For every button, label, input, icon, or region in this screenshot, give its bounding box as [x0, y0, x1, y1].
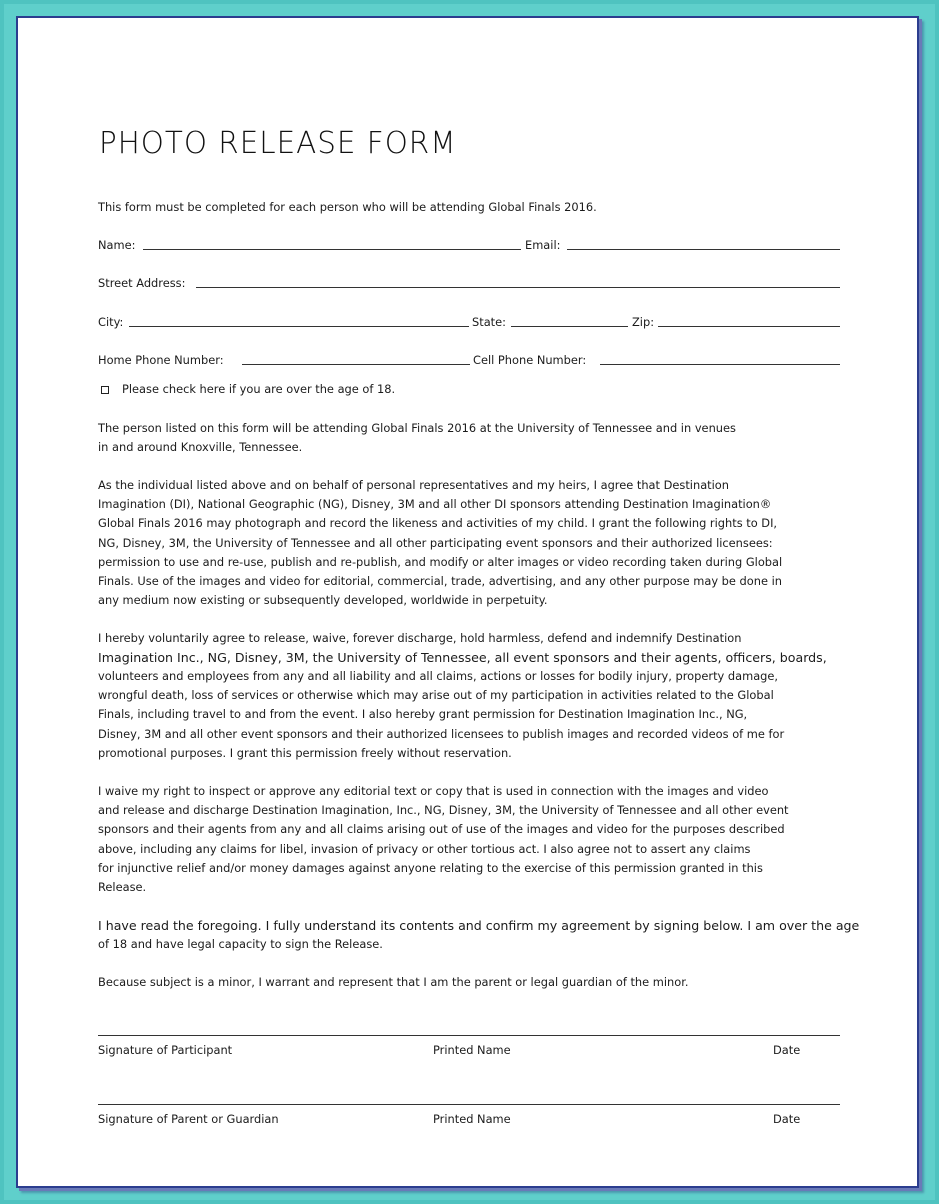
form-content	[18, 18, 917, 1186]
cell-phone-field-line[interactable]	[600, 364, 840, 365]
paragraph-agreement-line1: I have read the foregoing. I fully understand its contents and confirm my agreement by signing below. I am over the age	[98, 918, 860, 933]
email-label: Email:	[525, 238, 561, 252]
state-label: State:	[472, 315, 506, 329]
city-field-line[interactable]	[129, 326, 469, 327]
cell-phone-label: Cell Phone Number:	[473, 353, 587, 367]
paragraph-release-rest: volunteers and employees from any and all liability and all claims, actions or losses for bodily injury, property damage, wrongful death, loss of services or otherwise which may arise out of my participation in activities related to the Global Finals, including travel to and from the event. I also hereby grant permission for Destination Imagination Inc., NG, Disney, 3M and all other event sponsors and their authorized licensees to publish images and recorded videos of me for promotional purposes. I grant this permission freely without reservation.	[98, 669, 785, 760]
home-phone-label: Home Phone Number:	[98, 353, 224, 367]
name-label: Name:	[98, 238, 136, 252]
paragraph-venue: The person listed on this form will be attending Global Finals 2016 at the University of Tennessee and in venues in and around Knoxville, Tennessee.	[98, 421, 736, 455]
paragraph-rights: As the individual listed above and on behalf of personal representatives and my heirs, I agree that Destination Imagination (DI), National Geographic (NG), Disney, 3M and all other DI sponsors attending Destination Imagination® Global Finals 2016 may photograph and record the likeness and activities of my child. I grant the following rights to DI, NG, Disney, 3M, the University of Tennessee and all other participating event sponsors and their authorized licensees: permission to use and re-use, publish and re-publish, and modify or alter images or video recording taken during Global Finals. Use of the images and video for editorial, commercial, trade, advertising, and any other purpose may be done in any medium now existing or subsequently developed, worldwide in perpetuity.	[98, 478, 783, 608]
paragraph-release-line2: Imagination Inc., NG, Disney, 3M, the University of Tennessee, all event sponsors and their agents, officers, boards,	[98, 650, 827, 665]
printed-name-label-1: Printed Name	[433, 1043, 511, 1057]
state-field-line[interactable]	[511, 326, 628, 327]
name-field-line[interactable]	[143, 249, 521, 250]
zip-field-line[interactable]	[658, 326, 840, 327]
paragraph-agreement-line2: of 18 and have legal capacity to sign the Release.	[98, 937, 383, 951]
street-label: Street Address:	[98, 276, 186, 290]
page-title: PHOTO RELEASE FORM	[99, 126, 457, 161]
age-checkbox[interactable]	[101, 386, 109, 394]
guardian-signature-line[interactable]	[98, 1104, 840, 1105]
email-field-line[interactable]	[567, 249, 840, 250]
participant-signature-line[interactable]	[98, 1035, 840, 1036]
city-label: City:	[98, 315, 124, 329]
date-label-1: Date	[773, 1043, 801, 1057]
intro-text: This form must be completed for each person who will be attending Global Finals 2016.	[98, 200, 597, 214]
document-page	[16, 16, 919, 1188]
guardian-signature-label: Signature of Parent or Guardian	[98, 1112, 279, 1126]
printed-name-label-2: Printed Name	[433, 1112, 511, 1126]
participant-signature-label: Signature of Participant	[98, 1043, 233, 1057]
street-field-line[interactable]	[196, 287, 840, 288]
paragraph-minor: Because subject is a minor, I warrant and represent that I am the parent or legal guardian of the minor.	[98, 975, 689, 989]
age-check-label: Please check here if you are over the age of 18.	[122, 382, 396, 396]
paragraph-release-line1: I hereby voluntarily agree to release, waive, forever discharge, hold harmless, defend and indemnify Destination	[98, 631, 742, 645]
date-label-2: Date	[773, 1112, 801, 1126]
home-phone-field-line[interactable]	[242, 364, 470, 365]
paragraph-waiver: I waive my right to inspect or approve any editorial text or copy that is used in connection with the images and video and release and discharge Destination Imagination, Inc., NG, Disney, 3M, the University of Tennessee and all other event sponsors and their agents from any and all claims arising out of use of the images and video for the purposes described above, including any claims for libel, invasion of privacy or other tortious act. I also agree not to assert any claims for injunctive relief and/or money damages against anyone relating to the exercise of this permission granted in this Release.	[98, 784, 789, 895]
zip-label: Zip:	[632, 315, 655, 329]
